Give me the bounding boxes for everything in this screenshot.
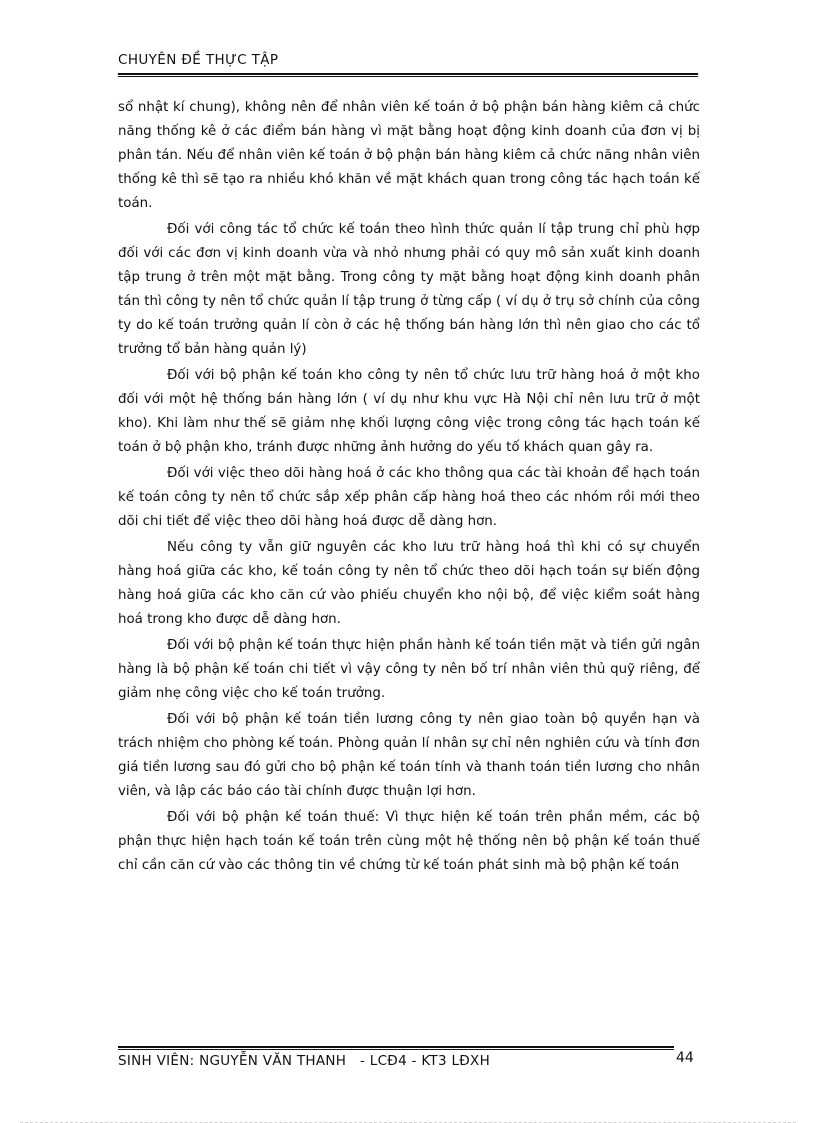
paragraph: Đối với công tác tổ chức kế toán theo hình thức quản lí tập trung chỉ phù hợp đối với các đơn vị kinh doanh vừa và nhỏ nhưng phải có quy mô sản xuất kinh doanh tập trung ở trên một mặt bằng. Trong công ty mặt bằng hoạt động kinh doanh phân tán thì công ty nên tổ chức quản lí tập trung ở từng cấp ( ví dụ ở trụ sở chính của công ty do kế toán trưởng quản lí còn ở các hệ thống bán hàng lớn thì nên giao cho các tổ trưởng tổ bản hàng quản lý) <box>118 222 700 357</box>
paragraph: Nếu công ty vẫn giữ nguyên các kho lưu trữ hàng hoá thì khi có sự chuyển hàng hoá giữa các kho, kế toán công ty nên tổ chức theo dõi hạch toán sự biến động hàng hoá giữa các kho căn cứ vào phiếu chuyển kho nội bộ, để việc kiểm soát hàng hoá trong kho được dễ dàng hơn. <box>118 540 700 627</box>
header-rule <box>118 73 698 75</box>
paragraph: Đối với việc theo dõi hàng hoá ở các kho thông qua các tài khoản để hạch toán kế toán công ty nên tổ chức sắp xếp phân cấp hàng hoá theo các nhóm rồi mới theo dõi chi tiết để việc theo dõi hàng hoá được dễ dàng hơn. <box>118 466 700 529</box>
footer-rule-thin <box>118 1049 674 1050</box>
page-header-title: CHUYÊN ĐỀ THỰC TẬP <box>118 52 279 68</box>
paragraph: Đối với bộ phận kế toán thực hiện phần hành kế toán tiền mặt và tiền gửi ngân hàng là bộ phận kế toán chi tiết vì vậy công ty nên bố trí nhân viên thủ quỹ riêng, để giảm nhẹ công việc cho kế toán trưởng. <box>118 638 700 701</box>
document-body <box>118 96 700 880</box>
paragraph: Đối với bộ phận kế toán kho công ty nên tổ chức lưu trữ hàng hoá ở một kho đối với một hệ thống bán hàng lớn ( ví dụ như khu vực Hà Nội chỉ nên lưu trữ ở một kho). Khi làm như thế sẽ giảm nhẹ khối lượng công việc trong công tác hạch toán kế toán ở bộ phận kho, tránh được những ảnh hưởng do yếu tố khách quan gây ra. <box>118 368 700 455</box>
paragraph: sổ nhật kí chung), không nên để nhân viên kế toán ở bộ phận bán hàng kiêm cả chức năng thống kê ở các điểm bán hàng vì mặt bằng hoạt động kinh doanh của đơn vị bị phân tán. Nếu để nhân viên kế toán ở bộ phận bán hàng kiêm cả chức năng nhân viên thống kê thì sẽ tạo ra nhiều khó khăn về mặt khách quan trong công tác hạch toán kế toán. <box>118 100 700 211</box>
paragraph: Đối với bộ phận kế toán thuế: Vì thực hiện kế toán trên phần mềm, các bộ phận thực hiện hạch toán kế toán trên cùng một hệ thống nên bộ phận kế toán thuế chỉ cần căn cứ vào các thông tin về chứng từ kế toán phát sinh mà bộ phận kế toán <box>118 810 700 873</box>
footer-student-info: SINH VIÊN: NGUYỄN VĂN THANH - LCĐ4 - KT3 LĐXH <box>118 1053 491 1069</box>
paragraph: Đối với bộ phận kế toán tiền lương công ty nên giao toàn bộ quyền hạn và trách nhiệm cho phòng kế toán. Phòng quản lí nhân sự chỉ nên nghiên cứu và tính đơn giá tiền lương sau đó gửi cho bộ phận kế toán tính và thanh toán tiền lương cho nhân viên, và lập các báo cáo tài chính được thuận lợi hơn. <box>118 712 700 799</box>
header-rule-thin <box>118 76 698 77</box>
footer-rule <box>118 1046 674 1048</box>
page-number: 44 <box>676 1050 694 1066</box>
